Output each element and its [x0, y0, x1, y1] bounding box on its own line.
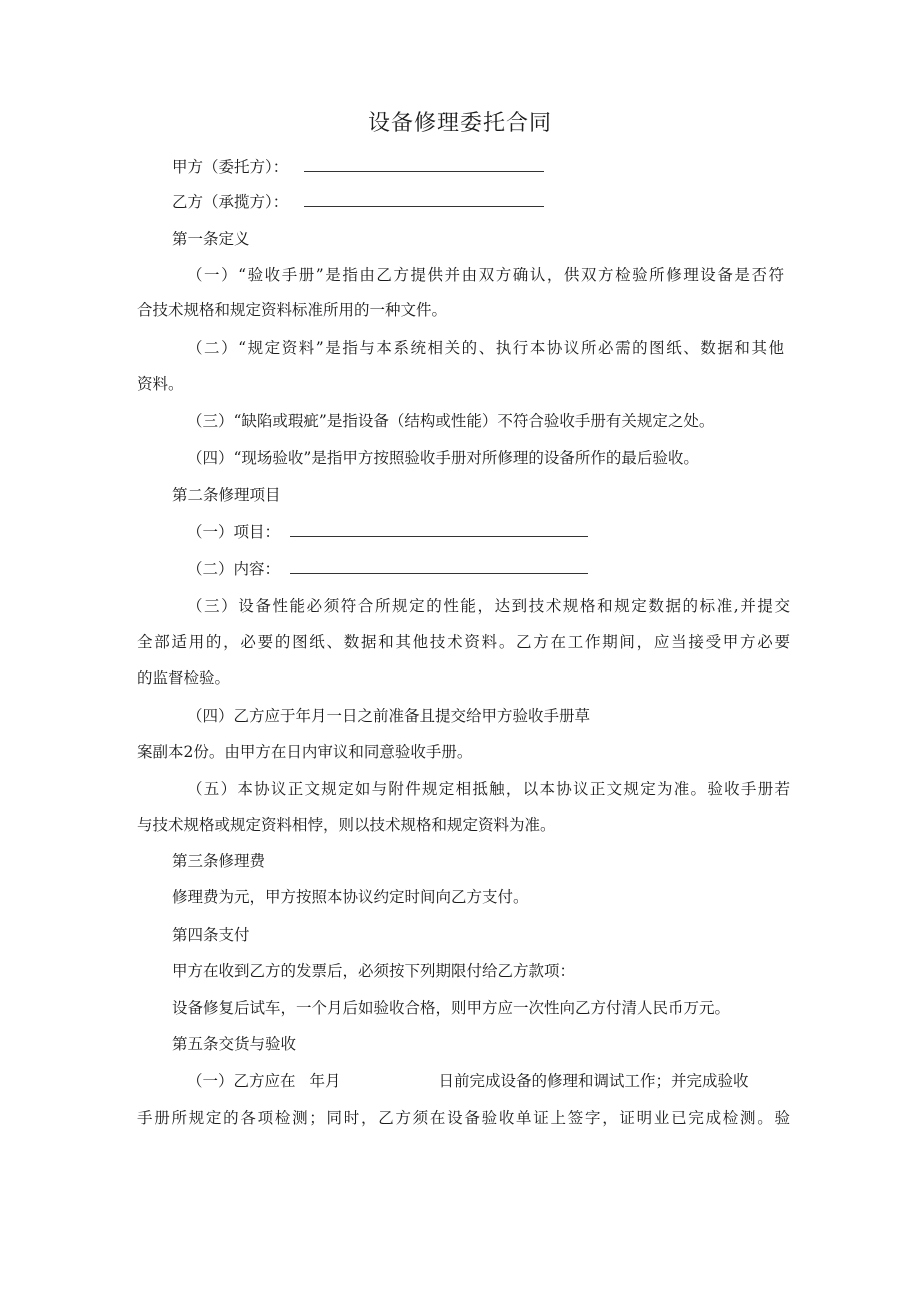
party-a-label: 甲方（委托方）：: [172, 158, 289, 176]
art5-para1-part-a: （一）乙方应在: [187, 1072, 296, 1090]
art5-para1-line2: 手册所规定的各项检测；同时，乙方须在设备验收单证上签字，证明业已完成检测。验: [137, 1109, 790, 1127]
art2-item2-line: [187, 559, 588, 579]
article-3-heading: 第三条修理费: [172, 852, 266, 870]
party-a-blank: [304, 157, 544, 172]
art2-para5-line2: 与技术规格或规定资料相悖，则以技术规格和规定资料为准。: [137, 816, 556, 834]
art5-para1-line1: [187, 1071, 749, 1091]
art1-para4: （四）“现场验收”是指甲方按照验收手册对所修理的设备所作的最后验收。: [187, 449, 699, 467]
article-5-heading: 第五条交货与验收: [172, 1035, 297, 1053]
art1-para3: （三）“缺陷或瑕疵”是指设备（结构或性能）不符合验收手册有关规定之处。: [187, 412, 715, 430]
art5-para1-part-b: 年月: [309, 1072, 341, 1090]
art2-item1-label: （一）项目：: [187, 523, 281, 541]
art3-para1: 修理费为元，甲方按照本协议约定时间向乙方支付。: [172, 888, 529, 906]
art1-para2-line2: 资料。: [137, 375, 184, 393]
content-blank: [290, 559, 588, 574]
project-blank: [290, 522, 588, 537]
party-a-line: [172, 157, 544, 177]
article-2-heading: 第二条修理项目: [172, 486, 281, 504]
article-4-heading: 第四条支付: [172, 926, 250, 944]
party-b-label: 乙方（承揽方）：: [172, 193, 289, 211]
art4-para2: 设备修复后试车，一个月后如验收合格，则甲方应一次性向乙方付清人民币万元。: [172, 999, 731, 1017]
art2-para4-line2: 案副本2份。由甲方在日内审议和同意验收手册。: [137, 743, 473, 761]
party-b-blank: [304, 192, 544, 207]
art2-para5-line1: （五）本协议正文规定如与附件规定相抵触，以本协议正文规定为准。验收手册若: [187, 780, 790, 798]
art2-item1-line: [187, 522, 588, 542]
document-title: 设备修理委托合同: [367, 111, 552, 136]
art4-para1: 甲方在收到乙方的发票后，必须按下列期限付给乙方款项：: [172, 962, 576, 980]
art2-para3-line1: （三）设备性能必须符合所规定的性能，达到技术规格和规定数据的标准,并提交: [187, 597, 790, 615]
art2-para3-line3: 的监督检验。: [137, 669, 231, 687]
art1-para2-line1: （二）“规定资料”是指与本系统相关的、执行本协议所必需的图纸、数据和其他: [187, 339, 784, 357]
art1-para1-line2: 合技术规格和规定资料标准所用的一种文件。: [137, 301, 448, 319]
art2-para4-line1: （四）乙方应于年月一日之前准备且提交给甲方验收手册草: [187, 707, 591, 725]
art2-item2-label: （二）内容：: [187, 560, 281, 578]
art5-para1-part-c: 日前完成设备的修理和调试工作；并完成验收: [438, 1072, 749, 1090]
art2-para3-line2: 全部适用的，必要的图纸、数据和其他技术资料。乙方在工作期间，应当接受甲方必要: [137, 633, 790, 651]
article-1-heading: 第一条定义: [172, 230, 250, 248]
party-b-line: [172, 192, 544, 212]
art1-para1-line1: （一）“验收手册”是指由乙方提供并由双方确认，供双方检验所修理设备是否符: [187, 266, 784, 284]
